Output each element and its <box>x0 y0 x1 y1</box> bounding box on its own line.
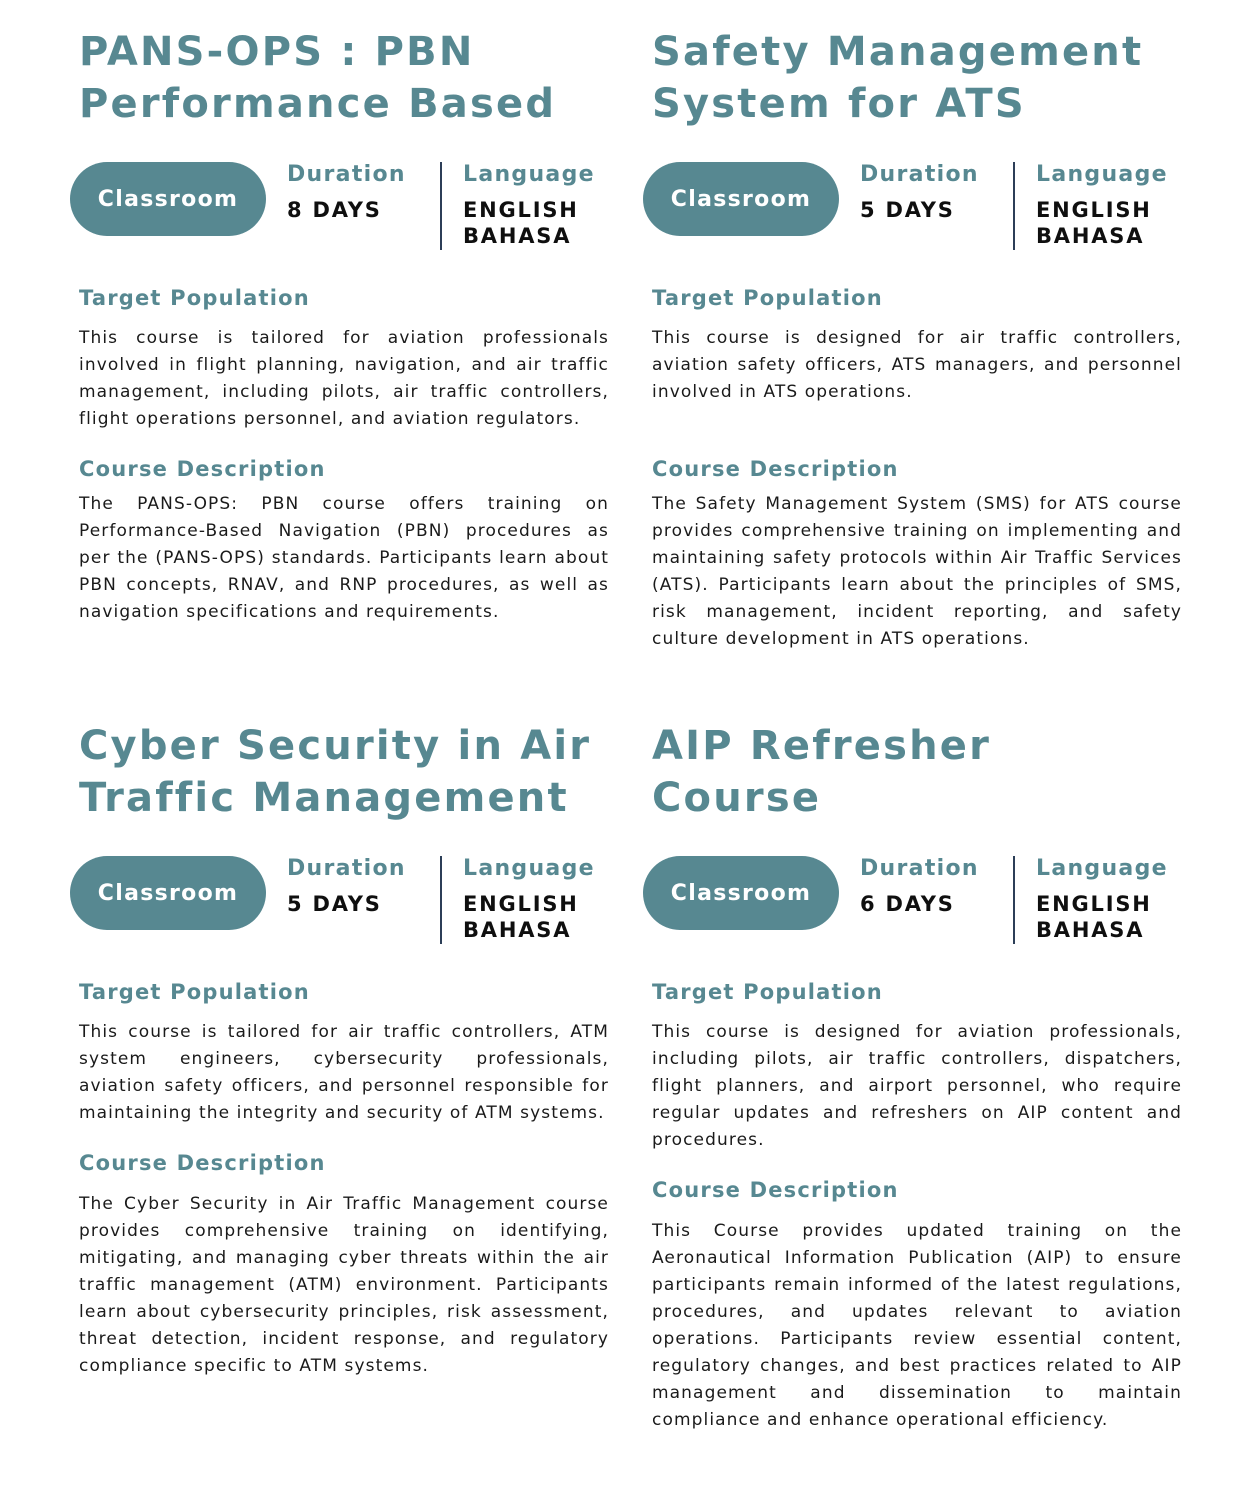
language-label: Language <box>463 856 595 881</box>
meta-divider <box>440 856 442 944</box>
target-population-text: This course is tailored for air traffic controllers, ATM system engineers, cybersecurity professionals, aviation safety officers, and personnel responsible for maintaining the integrity and security of ATM systems. <box>79 1022 609 1123</box>
course-card-pans-ops-pbn <box>79 26 609 626</box>
target-population-text: This course is designed for air traffic controllers, aviation safety officers, ATS managers, and personnel involved in ATS operations. <box>652 328 1182 402</box>
course-card-aip-refresher <box>652 720 1182 1434</box>
course-title <box>79 26 609 130</box>
course-title-line-2: Performance Based <box>79 81 557 127</box>
course-title-line-1: AIP Refresher <box>652 723 992 769</box>
course-card-sms-ats <box>652 26 1182 653</box>
language-block <box>1036 855 1168 943</box>
course-meta <box>79 157 609 247</box>
language-value-2: BAHASA <box>463 918 572 942</box>
target-population-heading: Target Population <box>79 286 310 310</box>
duration-value: 5 DAYS <box>287 892 382 916</box>
course-card-cyber-security-atm <box>79 720 609 1380</box>
course-description-text: The Safety Management System (SMS) for ATS course provides comprehensive training on implementing and maintaining safety protocols within Air Traffic Services (ATS). Participants learn about the principles of SMS, risk management, incident reporting, and safety culture development in ATS operations. <box>652 494 1182 649</box>
course-title <box>652 26 1182 130</box>
duration-block <box>860 855 979 917</box>
language-block <box>463 855 595 943</box>
language-label: Language <box>1036 856 1168 881</box>
mode-badge: Classroom <box>70 856 266 930</box>
language-block <box>463 161 595 249</box>
duration-block <box>287 855 406 917</box>
course-title-line-1: Safety Management <box>652 29 1144 75</box>
course-title-line-2: Traffic Management <box>79 775 569 821</box>
course-description-heading: Course Description <box>79 457 326 481</box>
duration-block <box>860 161 979 223</box>
course-description-text: The PANS-OPS: PBN course offers training on Performance-Based Navigation (PBN) procedures as per the (PANS-OPS) standards. Participants learn about PBN concepts, RNAV, and RNP procedures, as well as navigation specifications and requirements. <box>79 494 609 622</box>
course-description-text: The Cyber Security in Air Traffic Management course provides comprehensive training on identifying, mitigating, and managing cyber threats within the air traffic management (ATM) environment. Participants learn about cybersecurity principles, risk assessment, threat detection, incident response, and regulatory compliance specific to ATM systems. <box>79 1194 609 1376</box>
duration-label: Duration <box>287 856 406 881</box>
course-title-line-1: Cyber Security in Air <box>79 723 592 769</box>
course-description-heading: Course Description <box>652 457 899 481</box>
course-meta <box>79 851 609 941</box>
language-label: Language <box>1036 162 1168 187</box>
language-value-2: BAHASA <box>463 224 572 248</box>
meta-divider <box>440 162 442 250</box>
course-title-line-2: Course <box>652 775 822 821</box>
language-value-2: BAHASA <box>1036 224 1145 248</box>
target-population-heading: Target Population <box>652 286 883 310</box>
course-description-heading: Course Description <box>79 1151 326 1175</box>
duration-label: Duration <box>860 162 979 187</box>
language-value-1: ENGLISH <box>1036 892 1152 916</box>
duration-block <box>287 161 406 223</box>
target-population-heading: Target Population <box>652 980 883 1004</box>
meta-divider <box>1013 856 1015 944</box>
language-value-1: ENGLISH <box>1036 198 1152 222</box>
course-title-line-1: PANS-OPS : PBN <box>79 29 475 75</box>
language-value-1: ENGLISH <box>463 892 579 916</box>
course-title <box>79 720 609 824</box>
course-description-text: This Course provides updated training on the Aeronautical Information Publication (AIP) to ensure participants remain informed of the latest regulations, procedures, and updates relevant to aviation operations. Participants review essential content, regulatory changes, and best practices related to AIP management and dissemination to maintain compliance and enhance operational efficiency. <box>652 1221 1182 1430</box>
duration-value: 5 DAYS <box>860 198 955 222</box>
target-population-text: This course is tailored for aviation professionals involved in flight planning, navigation, and air traffic management, including pilots, air traffic controllers, flight operations personnel, and aviation regulators. <box>79 328 609 429</box>
duration-value: 6 DAYS <box>860 892 955 916</box>
duration-label: Duration <box>860 856 979 881</box>
target-population-text: This course is designed for aviation professionals, including pilots, air traffic controllers, dispatchers, flight planners, and airport personnel, who require regular updates and refreshers on AIP content and procedures. <box>652 1022 1182 1150</box>
language-block <box>1036 161 1168 249</box>
course-meta <box>652 157 1182 247</box>
course-title <box>652 720 1182 824</box>
target-population-heading: Target Population <box>79 980 310 1004</box>
mode-badge: Classroom <box>643 162 839 236</box>
course-description-heading: Course Description <box>652 1178 899 1202</box>
meta-divider <box>1013 162 1015 250</box>
course-meta <box>652 851 1182 941</box>
mode-badge: Classroom <box>643 856 839 930</box>
course-title-line-2: System for ATS <box>652 81 1026 127</box>
language-value-1: ENGLISH <box>463 198 579 222</box>
duration-value: 8 DAYS <box>287 198 382 222</box>
mode-badge: Classroom <box>70 162 266 236</box>
language-label: Language <box>463 162 595 187</box>
language-value-2: BAHASA <box>1036 918 1145 942</box>
duration-label: Duration <box>287 162 406 187</box>
